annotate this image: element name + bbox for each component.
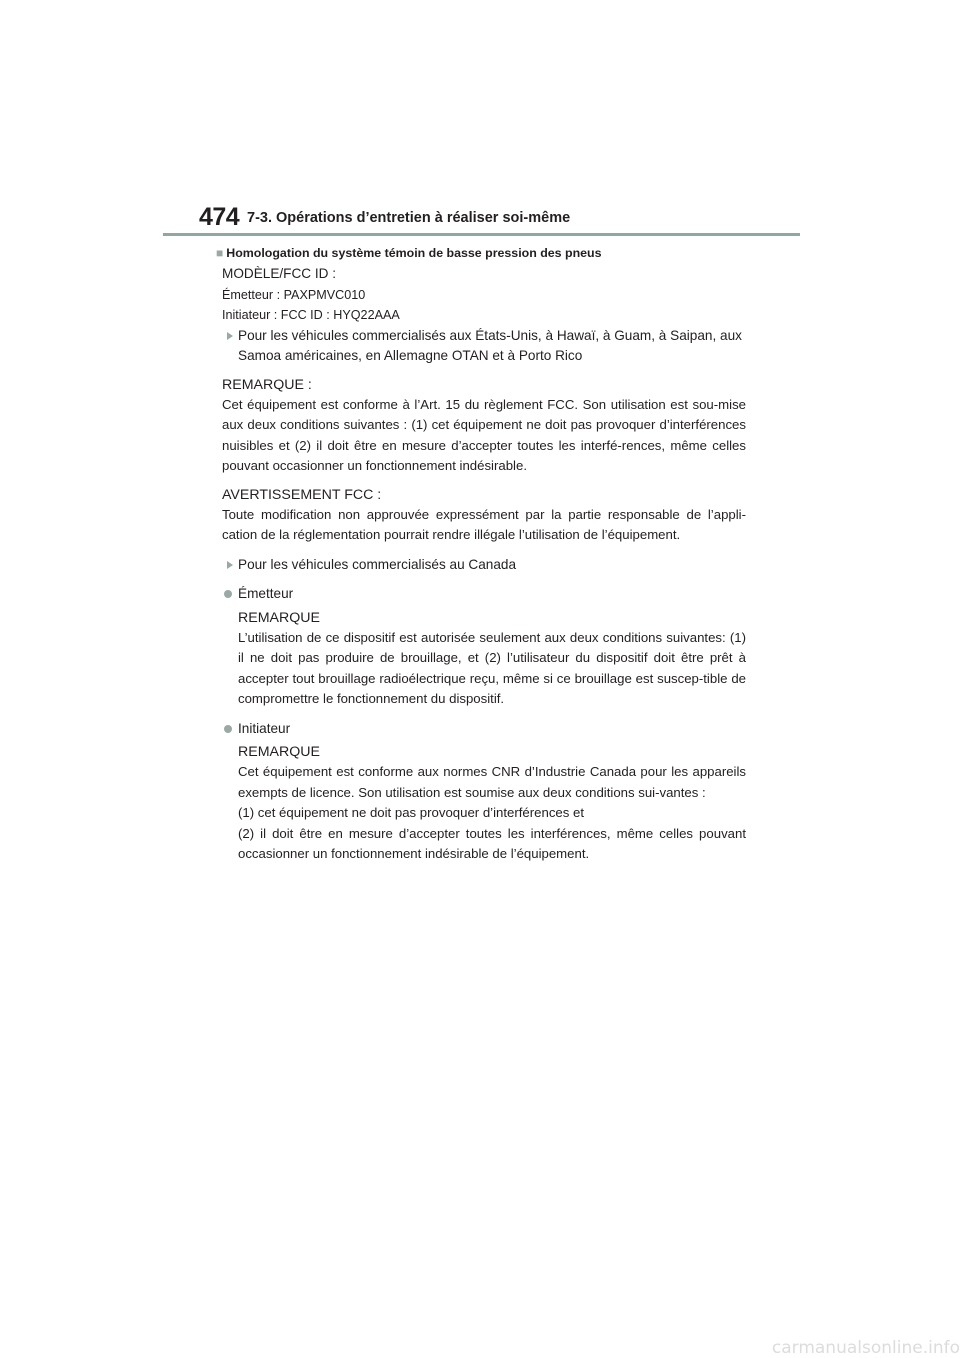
circle-bullet-icon [224, 725, 232, 733]
transmitter-item-text: Émetteur [238, 586, 294, 601]
us-vehicles-bullet [222, 326, 746, 367]
us-vehicles-line-2: Samoa américaines, en Allemagne OTAN et à Porto Rico [238, 348, 583, 363]
canada-vehicles-text: Pour les véhicules commercialisés au Canada [238, 556, 517, 572]
triangle-bullet-icon [227, 561, 233, 569]
canada-vehicles-bullet [222, 555, 746, 576]
remark-text: Cet équipement est conforme à l’Art. 15 du règlement FCC. Son utilisation est sou-mise aux deux conditions suivantes : (1) cet équipement ne doit pas provoquer d’interférences nuisibles et (2) il doit être en mesure d’accepter toutes les interfé-rences, même celles pouvant occasionner un fonctionnement indésirable. [222, 396, 746, 473]
initiator-remark [222, 743, 746, 865]
initiator-condition-2: (2) il doit être en mesure d’accepter toutes les interférences, même celles pouvant occasionner un fonctionnement indésirable de l’équipement. [238, 825, 746, 861]
chapter-title: 7-3. Opérations d’entretien à réaliser soi-même [247, 210, 571, 226]
transmitter-remark-label: REMARQUE [238, 609, 320, 626]
circle-bullet-icon [224, 590, 232, 598]
model-label: MODÈLE/FCC ID : [222, 266, 337, 281]
content [216, 244, 746, 865]
initiator-item-text: Initiateur [238, 720, 291, 736]
initiator-condition-1: (1) cet équipement ne doit pas provoquer d’interférences et [238, 805, 585, 820]
page-number: 474 [199, 203, 240, 231]
transmitter-id: Émetteur : PAXPMVC010 [222, 287, 366, 302]
section-heading-text: Homologation du système témoin de basse pression des pneus [226, 246, 602, 260]
us-vehicles-line-1: Pour les véhicules commercialisés aux États-Unis, à Hawaï, à Guam, à Saipan, aux [238, 327, 742, 343]
remark-label: REMARQUE : [222, 376, 312, 393]
triangle-bullet-icon [227, 332, 233, 340]
initiator-item [222, 719, 746, 740]
fcc-warning-text: Toute modification non approuvée expressément par la partie responsable de l’appli-cation de la réglementation pourrait rendre illégale l’utilisation de l’équipement. [222, 506, 746, 542]
watermark: carmanualsonline.info [771, 1338, 960, 1358]
fcc-warning-label: AVERTISSEMENT FCC : [222, 486, 382, 503]
transmitter-remark [222, 609, 746, 710]
initiator-id: Initiateur : FCC ID : HYQ22AAA [222, 308, 400, 322]
initiator-remark-label: REMARQUE [238, 744, 320, 760]
section-heading [216, 244, 740, 262]
transmitter-item [222, 584, 746, 605]
square-bullet-icon: ■ [216, 246, 224, 260]
initiator-remark-text: Cet équipement est conforme aux normes CNR d’Industrie Canada pour les appareils exempts de licence. Son utilisation est soumise aux deux conditions sui-vantes : [238, 764, 746, 800]
header-divider [163, 233, 800, 236]
transmitter-remark-text: L’utilisation de ce dispositif est autorisée seulement aux deux conditions suivantes: (1) il ne doit pas produire de brouillage, et (2) l’utilisateur du dispositif doit être prêt à accepter tout brouillage radioélectrique reçu, même si ce brouillage est suscep-tible de compromettre le fonctionnement du dispositif. [238, 629, 746, 706]
